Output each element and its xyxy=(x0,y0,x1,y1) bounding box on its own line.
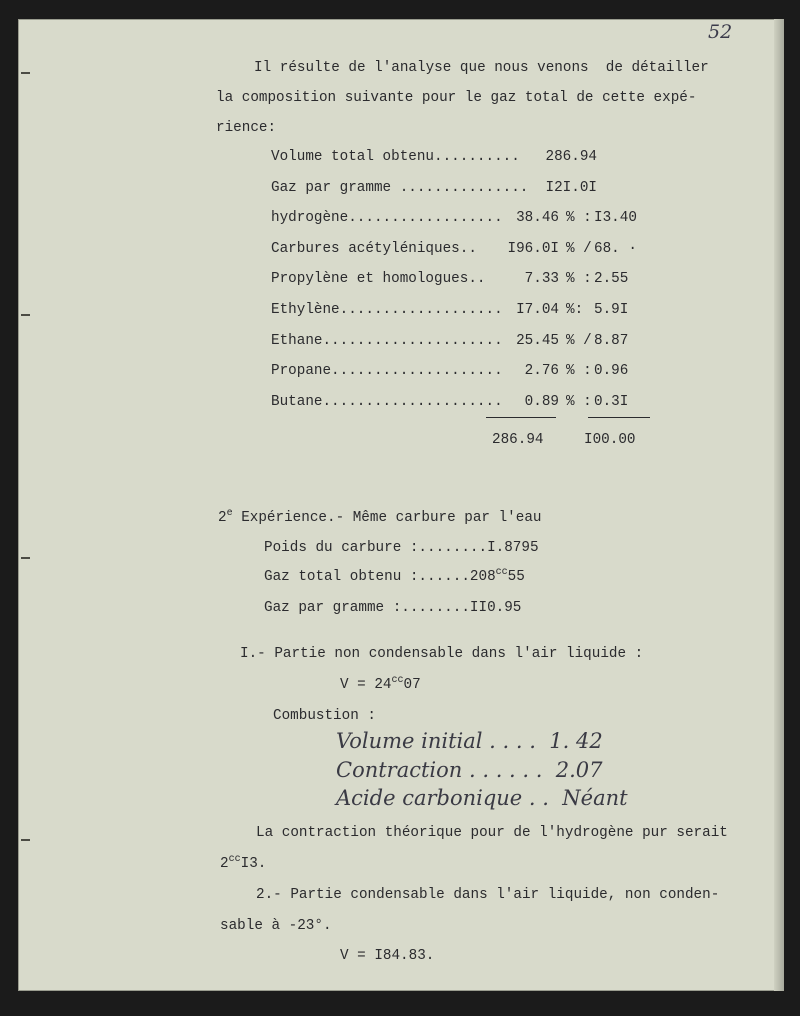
composition-percent: 2.55 xyxy=(594,271,629,287)
contraction-value: $2^{cc}I3$. xyxy=(220,854,267,872)
composition-value: 2.76 xyxy=(524,363,559,379)
composition-label: Volume total obtenu.......... xyxy=(271,149,520,165)
page-number: 52 xyxy=(708,21,733,43)
handwritten-line-3: Acide carbonique . . Néant xyxy=(336,786,628,810)
gaz-total-line: Gaz total obtenu :......208$^{cc}$55 xyxy=(264,567,525,585)
part1-volume: $V = 24^{cc}07$ xyxy=(340,675,421,693)
document-page xyxy=(18,19,776,991)
margin-mark xyxy=(21,72,30,74)
composition-label: Gaz par gramme ............... xyxy=(271,180,529,196)
intro-line-2: la composition suivante pour le gaz total de cette expé- xyxy=(216,90,697,106)
margin-mark xyxy=(21,839,30,841)
composition-label: Propylène et homologues.. xyxy=(271,271,486,287)
total-percent: I00.00 xyxy=(584,432,636,448)
total-rule xyxy=(486,417,556,418)
intro-line-1: Il résulte de l'analyse que nous venons de détailler xyxy=(254,60,709,76)
composition-percent: 0.96 xyxy=(594,363,629,379)
margin-mark xyxy=(21,557,30,559)
combustion-label: Combustion : xyxy=(273,708,376,724)
composition-value: 0.89 xyxy=(524,394,559,410)
composition-separator: % : xyxy=(566,210,592,226)
intro-line-3: rience: xyxy=(216,120,277,136)
composition-separator: % : xyxy=(566,271,592,287)
margin-mark xyxy=(21,314,30,316)
composition-percent: 0.3I xyxy=(594,394,629,410)
composition-percent: 5.9I xyxy=(594,302,629,318)
composition-separator: % : xyxy=(566,394,592,410)
part1-title: I.- Partie non condensable dans l'air liquide : xyxy=(240,646,644,662)
handwritten-line-2: Contraction . . . . . . 2.07 xyxy=(336,758,603,782)
composition-value: I7.04 xyxy=(516,302,559,318)
composition-label: hydrogène.................. xyxy=(271,210,503,226)
composition-value: 286.94 xyxy=(545,149,597,165)
composition-separator: %: xyxy=(566,302,584,318)
composition-separator: % / xyxy=(566,241,592,257)
composition-separator: % / xyxy=(566,333,592,349)
composition-percent: 8.87 xyxy=(594,333,629,349)
poids-line: Poids du carbure :........I.8795 xyxy=(264,540,539,556)
composition-value: 38.46 xyxy=(516,210,559,226)
total-rule xyxy=(588,417,650,418)
composition-value: I2I.0I xyxy=(545,180,597,196)
composition-value: I96.0I xyxy=(507,241,559,257)
page-edge xyxy=(774,19,784,991)
composition-label: Carbures acétyléniques.. xyxy=(271,241,477,257)
composition-label: Propane.................... xyxy=(271,363,503,379)
part2-volume: V = I84.83. xyxy=(340,948,435,964)
part2-title-line-1: 2.- Partie condensable dans l'air liquide, non conden- xyxy=(256,887,720,903)
part2-title-line-2: sable à -23°. xyxy=(220,918,332,934)
contraction-text: La contraction théorique pour de l'hydrogène pur serait xyxy=(256,825,728,841)
composition-label: Ethane..................... xyxy=(271,333,503,349)
total-value: 286.94 xyxy=(492,432,544,448)
composition-value: 25.45 xyxy=(516,333,559,349)
experience-heading: 2e Expérience.- Même carbure par l'eau xyxy=(218,508,542,526)
composition-percent: I3.40 xyxy=(594,210,637,226)
gaz-gramme-line: Gaz par gramme :........II0.95 xyxy=(264,600,522,616)
composition-separator: % : xyxy=(566,363,592,379)
composition-label: Butane..................... xyxy=(271,394,503,410)
composition-value: 7.33 xyxy=(524,271,559,287)
composition-label: Ethylène................... xyxy=(271,302,503,318)
composition-percent: 68. · xyxy=(594,241,637,257)
handwritten-line-1: Volume initial . . . . 1. 42 xyxy=(336,729,603,753)
